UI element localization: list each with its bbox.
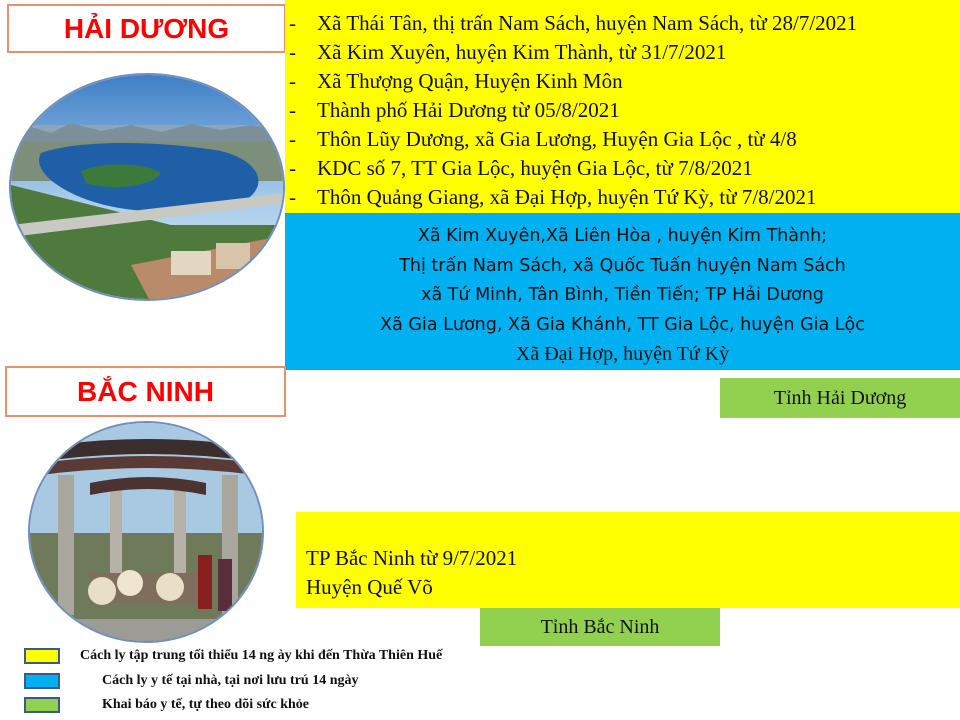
legend-text: Cách ly y tế tại nhà, tại nơi lưu trú 14 ngày: [102, 673, 359, 688]
list-item-text: Thôn Lũy Dương, xã Gia Lương, Huyện Gia Lộc , từ 4/8: [317, 127, 797, 151]
hai-duong-province-label: [720, 378, 960, 418]
list-item-text: Thôn Quảng Giang, xã Đại Hợp, huyện Tứ Kỳ, từ 7/8/2021: [317, 185, 817, 209]
hai-duong-quarantine-list: [285, 0, 960, 212]
list-item-text: KDC số 7, TT Gia Lộc, huyện Gia Lộc, từ 7/8/2021: [317, 156, 753, 180]
hai-duong-title-box: [7, 4, 286, 53]
list-item: [285, 154, 960, 183]
list-item: [285, 38, 960, 67]
dash-marker: -: [289, 69, 296, 93]
legend-swatch-blue: [24, 673, 60, 689]
hai-duong-home-isolation-box: [285, 213, 960, 370]
legend-swatch-yellow: [24, 648, 60, 664]
home-isolation-line: Xã Đại Hợp, huyện Tứ Kỳ: [515, 343, 730, 365]
dash-marker: -: [289, 11, 296, 35]
dash-marker: -: [289, 98, 296, 122]
legend-item-home-isolation: [24, 673, 359, 689]
bac-ninh-quarantine-list: [296, 512, 960, 602]
home-isolation-line: Xã Gia Lương, Xã Gia Khánh, TT Gia Lộc, huyện Gia Lộc: [380, 314, 865, 335]
bac-ninh-quarantine-box: [296, 512, 960, 608]
legend-text: Cách ly tập trung tối thiểu 14 ng ày khi đến Thừa Thiên Huế: [80, 648, 443, 663]
legend-text: Khai báo y tế, tự theo dõi sức khỏe: [102, 697, 309, 712]
legend-swatch-green: [24, 697, 60, 713]
lake-illustration: [11, 75, 285, 301]
list-item: [285, 9, 960, 38]
dash-marker: -: [289, 156, 296, 180]
bac-ninh-province-text: Tỉnh Bắc Ninh: [540, 615, 660, 638]
list-item: [285, 125, 960, 154]
hai-duong-lake-image: [9, 73, 285, 301]
home-isolation-line: Thị trấn Nam Sách, xã Quốc Tuấn huyện Nam Sách: [399, 255, 846, 276]
list-item: Huyện Quế Võ: [306, 575, 433, 599]
home-isolation-line: Xã Kim Xuyên,Xã Liên Hòa , huyện Kim Thành;: [417, 226, 828, 246]
list-item-text: Thành phố Hải Dương từ 05/8/2021: [317, 98, 620, 122]
list-item-text: Xã Thái Tân, thị trấn Nam Sách, huyện Nam Sách, từ 28/7/2021: [317, 11, 858, 35]
list-item: [285, 96, 960, 125]
home-isolation-lines: [285, 213, 960, 370]
bac-ninh-title: BẮC NINH: [77, 375, 214, 407]
bac-ninh-title-box: [5, 366, 286, 417]
dash-marker: -: [289, 127, 296, 151]
hai-duong-title: HẢI DƯƠNG: [63, 12, 230, 44]
list-item: [285, 183, 960, 212]
list-item-text: Xã Thượng Quận, Huyện Kinh Môn: [317, 69, 623, 93]
list-item: [285, 67, 960, 96]
dash-marker: -: [289, 40, 296, 64]
list-item: TP Bắc Ninh từ 9/7/2021: [306, 546, 518, 570]
home-isolation-line: xã Tứ Minh, Tân Bình, Tiền Tiến; TP Hải Dương: [421, 285, 824, 305]
temple-illustration: [30, 423, 264, 643]
hai-duong-province-text: Tỉnh Hải Dương: [773, 386, 907, 409]
bac-ninh-province-label: [480, 608, 720, 646]
legend-item-quarantine: [24, 648, 442, 664]
dash-marker: -: [289, 185, 296, 209]
legend-item-health-declaration: [24, 697, 309, 713]
list-item-text: Xã Kim Xuyên, huyện Kim Thành, từ 31/7/2021: [317, 40, 727, 64]
hai-duong-quarantine-box: [285, 0, 960, 213]
bac-ninh-temple-image: [28, 421, 264, 643]
